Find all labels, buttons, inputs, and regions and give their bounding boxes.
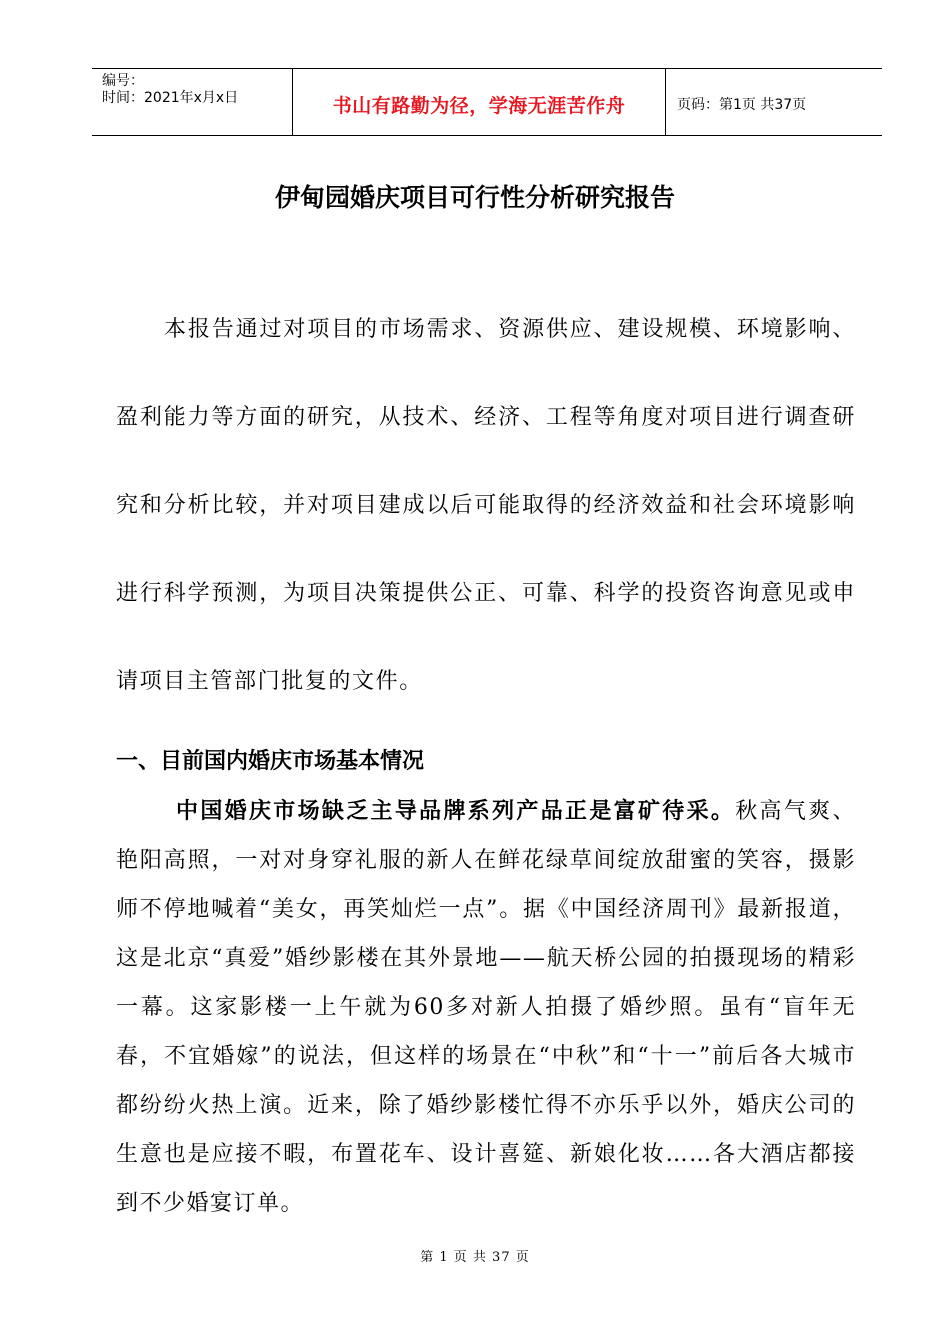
header-motto: 书山有路勤为径，学海无涯苦作舟 xyxy=(332,95,626,117)
header-page-code: 页码：第1页 共37页 xyxy=(677,97,807,113)
header-divider-right xyxy=(665,69,666,135)
header-meta xyxy=(102,73,292,107)
document-number-label: 编号： xyxy=(102,73,144,89)
intro-paragraph: 本报告通过对项目的市场需求、资源供应、建设规模、环境影响、盈利能力等方面的研究，从技术、经济、工程等角度对项目进行调查研究和分析比较，并对项目建成以后可能取得的经济效益和社会环境影响进行科学预测，为项目决策提供公正、可靠、科学的投资咨询意见或申请项目主管部门批复的文件。 xyxy=(116,317,856,694)
lead-sentence: 中国婚庆市场缺乏主导品牌系列产品正是富矿待采。 xyxy=(176,799,736,824)
document-time-label: 时间：2021年x月x日 xyxy=(102,90,239,106)
page-header xyxy=(92,68,882,136)
body-text: 秋高气爽、艳阳高照，一对对身穿礼服的新人在鲜花绿草间绽放甜蜜的笑容，摄影师不停地喊着“美女，再笑灿烂一点”。据《中国经济周刊》最新报道，这是北京“真爱”婚纱影楼在其外景地——航天桥公园的拍摄现场的精彩一幕。这家影楼一上午就为60多对新人拍摄了婚纱照。虽有“盲年无春，不宜婚嫁”的说法，但这样的场景在“中秋”和“十一”前后各大城市都纷纷火热上演。近来，除了婚纱影楼忙得不亦乐乎以外，婚庆公司的生意也是应接不暇，布置花车、设计喜筵、新娘化妆……各大酒店都接到不少婚宴订单。 xyxy=(116,799,856,1216)
page-footer: 第 1 页 共 37 页 xyxy=(420,1250,530,1265)
body-paragraph xyxy=(116,787,856,1228)
section-heading: 一、目前国内婚庆市场基本情况 xyxy=(116,749,425,774)
document-title: 伊甸园婚庆项目可行性分析研究报告 xyxy=(274,183,675,212)
